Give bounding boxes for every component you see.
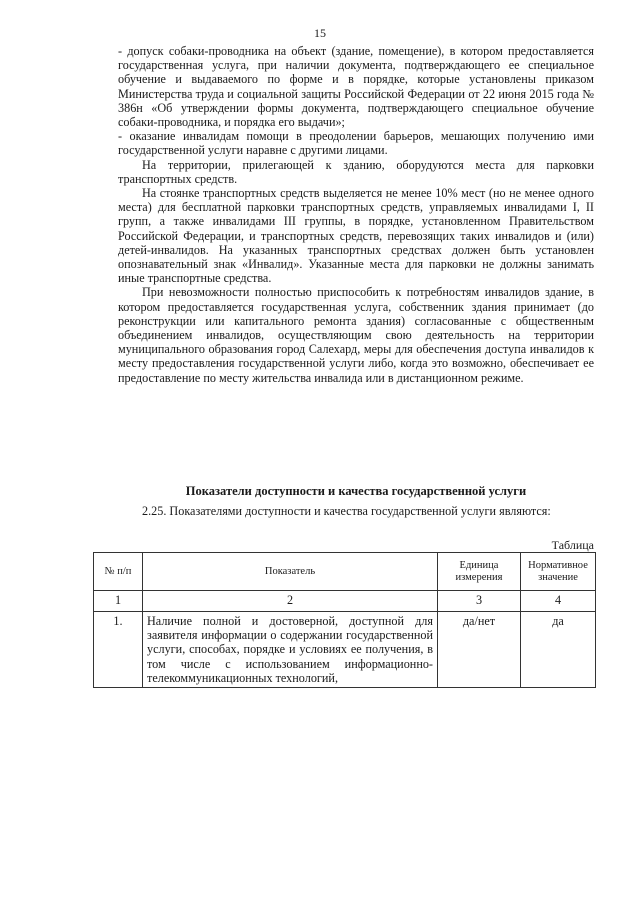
- row-unit: да/нет: [438, 612, 521, 688]
- column-number-row: [94, 591, 596, 612]
- paragraph: При невозможности полностью приспособить к потребностям инвалидов здание, в котором предоставляется государственная услуга, собственник здания принимает (до реконструкции или капитального ремонта здания) согласованные с общественным объединением инвалидов, осуществляющим свою деятельность на территории муниципального образования город Салехард, меры для обеспечения доступа инвалидов к месту предоставления государственной услуги либо, когда это возможно, обеспечивает ее предоставление по месту жительства инвалида или в дистанционном режиме.: [118, 285, 594, 385]
- intro-paragraph: 2.25. Показателями доступности и качества государственной услуги являются:: [142, 504, 551, 518]
- section-heading: Показатели доступности и качества государственной услуги: [185, 484, 527, 498]
- paragraph: - оказание инвалидам помощи в преодолении барьеров, мешающих получению ими государственной услуги наравне с другими лицами.: [118, 129, 594, 158]
- paragraph: На стоянке транспортных средств выделяется не менее 10% мест (но не менее одного места) для бесплатной парковки транспортных средств, управляемых инвалидами I, II групп, а также инвалидами III группы, в порядке, установленном Правительством Российской Федерации, и транспортных средств, перевозящих таких инвалидов и (или) детей-инвалидов. На указанных транспортных средствах должен быть установлен опознавательный знак «Инвалид». Указанные места для парковки не должны занимать иные транспортные средства.: [118, 186, 594, 286]
- row-indicator: Наличие полной и достоверной, доступной для заявителя информации о содержании государственной услуги, способах, порядке и условиях ее получения, в том числе с использованием информационно-телекоммуникационных технологий,: [143, 612, 438, 688]
- indicators-table: [93, 552, 596, 688]
- column-number: 1: [94, 591, 143, 612]
- table-row: [94, 612, 596, 688]
- row-norm: да: [521, 612, 596, 688]
- column-number: 3: [438, 591, 521, 612]
- row-number: 1.: [94, 612, 143, 688]
- paragraph: На территории, прилегающей к зданию, оборудуются места для парковки транспортных средств.: [118, 157, 594, 186]
- header-cell-number: № п/п: [94, 553, 143, 591]
- body-text: [118, 44, 594, 385]
- column-number: 2: [143, 591, 438, 612]
- header-cell-unit: Единица измерения: [438, 553, 521, 591]
- paragraph: - допуск собаки-проводника на объект (здание, помещение), в котором предоставляется государственная услуга, при наличии документа, подтверждающего ее специальное обучение и выдаваемого по форме и в порядке, которые установлены приказом Министерства труда и социальной защиты Российской Федерации от 22 июня 2015 года № 386н «Об утверждении формы документа, подтверждающего специальное обучение собаки-проводника, и порядка его выдачи»;: [118, 44, 594, 130]
- page-number: 15: [314, 26, 326, 40]
- header-cell-indicator: Показатель: [143, 553, 438, 591]
- column-number: 4: [521, 591, 596, 612]
- table-caption: Таблица: [551, 538, 594, 552]
- table-header-row: [94, 553, 596, 591]
- header-cell-norm: Нормативное значение: [521, 553, 596, 591]
